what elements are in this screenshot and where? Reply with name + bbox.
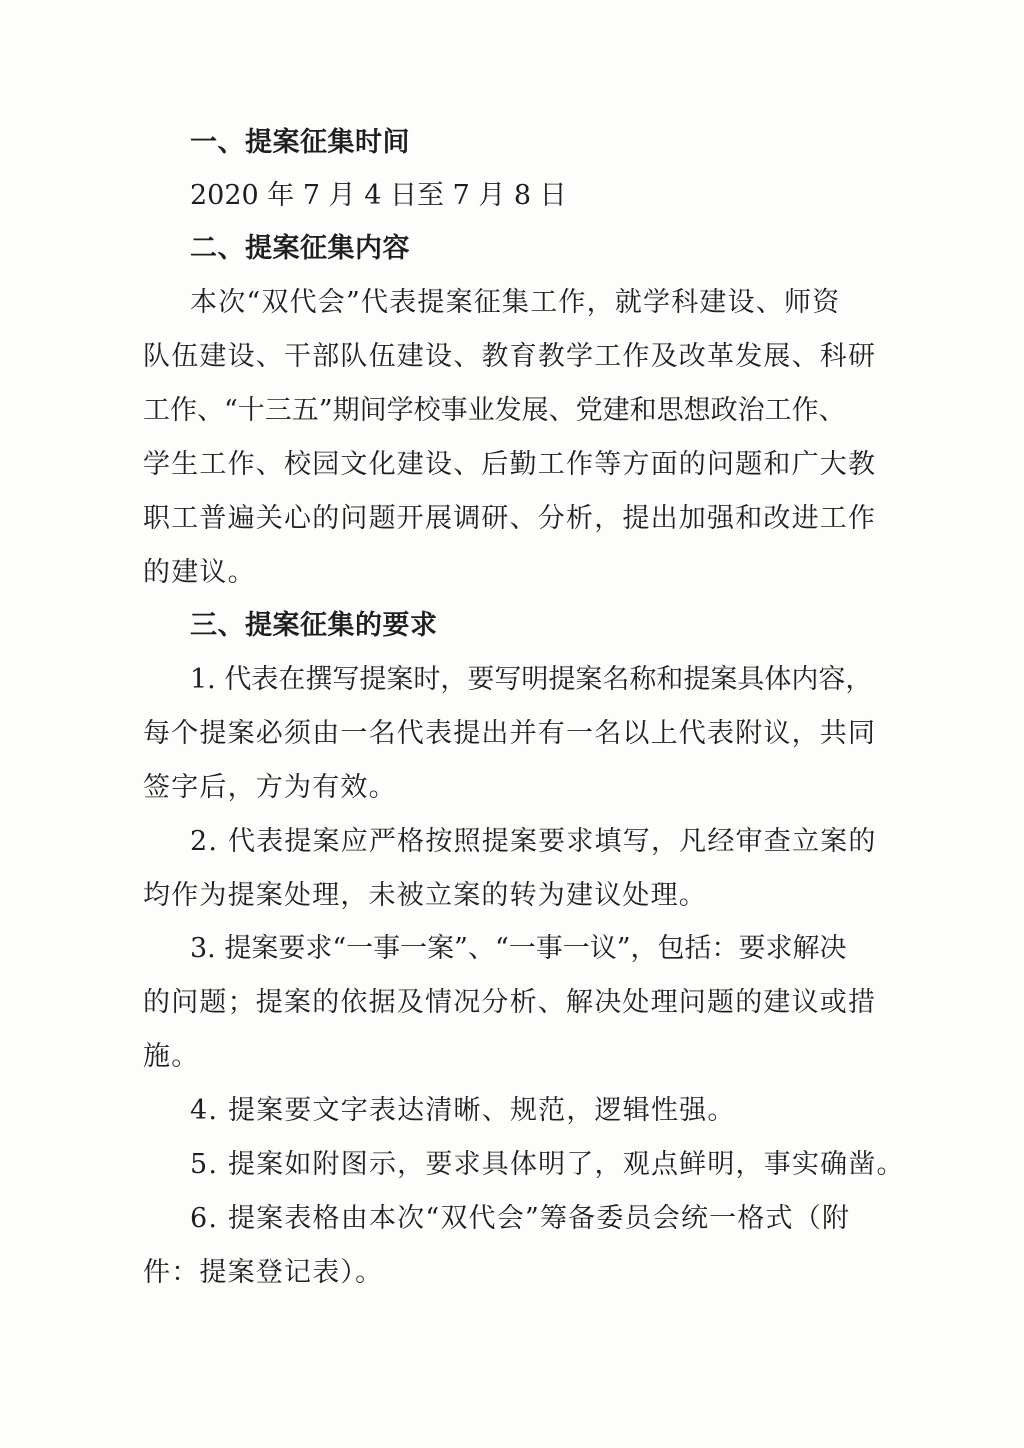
requirement-2-line-1: 2. 代表提案应严格按照提案要求填写，凡经审查立案的 — [190, 826, 877, 857]
requirement-1-line-3: 签字后，方为有效。 — [143, 772, 397, 803]
section-heading-requirements: 三、提案征集的要求 — [190, 610, 438, 641]
section-heading-time: 一、提案征集时间 — [190, 127, 410, 158]
collection-period: 2020 年 7 月 4 日至 7 月 8 日 — [190, 180, 567, 211]
requirement-3-line-3: 施。 — [143, 1041, 200, 1072]
section-heading-content: 二、提案征集内容 — [190, 233, 410, 264]
requirement-3-line-2: 的问题；提案的依据及情况分析、解决处理问题的建议或措 — [143, 987, 877, 1018]
content-line-2: 队伍建设、干部队伍建设、教育教学工作及改革发展、科研 — [143, 341, 877, 372]
requirement-1-line-1: 1. 代表在撰写提案时，要写明提案名称和提案具体内容， — [190, 664, 873, 695]
requirement-4: 4. 提案要文字表达清晰、规范，逻辑性强。 — [190, 1095, 736, 1126]
requirement-6-line-2: 件：提案登记表）。 — [143, 1257, 384, 1288]
content-line-6: 的建议。 — [143, 557, 256, 588]
requirement-5: 5. 提案如附图示，要求具体明了，观点鲜明，事实确凿。 — [190, 1149, 905, 1180]
content-line-5: 职工普遍关心的问题开展调研、分析，提出加强和改进工作 — [143, 503, 877, 534]
requirement-3-line-1: 3. 提案要求“一事一案”、“一事一议”，包括：要求解决 — [190, 933, 847, 964]
content-line-4: 学生工作、校园文化建设、后勤工作等方面的问题和广大教 — [143, 449, 877, 480]
requirement-2-line-2: 均作为提案处理，未被立案的转为建议处理。 — [143, 880, 707, 911]
requirement-6-line-1: 6. 提案表格由本次“双代会”筹备委员会统一格式（附 — [190, 1203, 851, 1234]
content-line-3: 工作、“十三五”期间学校事业发展、党建和思想政治工作、 — [143, 395, 846, 426]
requirement-1-line-2: 每个提案必须由一名代表提出并有一名以上代表附议，共同 — [143, 718, 877, 749]
content-line-1: 本次“双代会”代表提案征集工作，就学科建设、师资 — [190, 287, 841, 318]
